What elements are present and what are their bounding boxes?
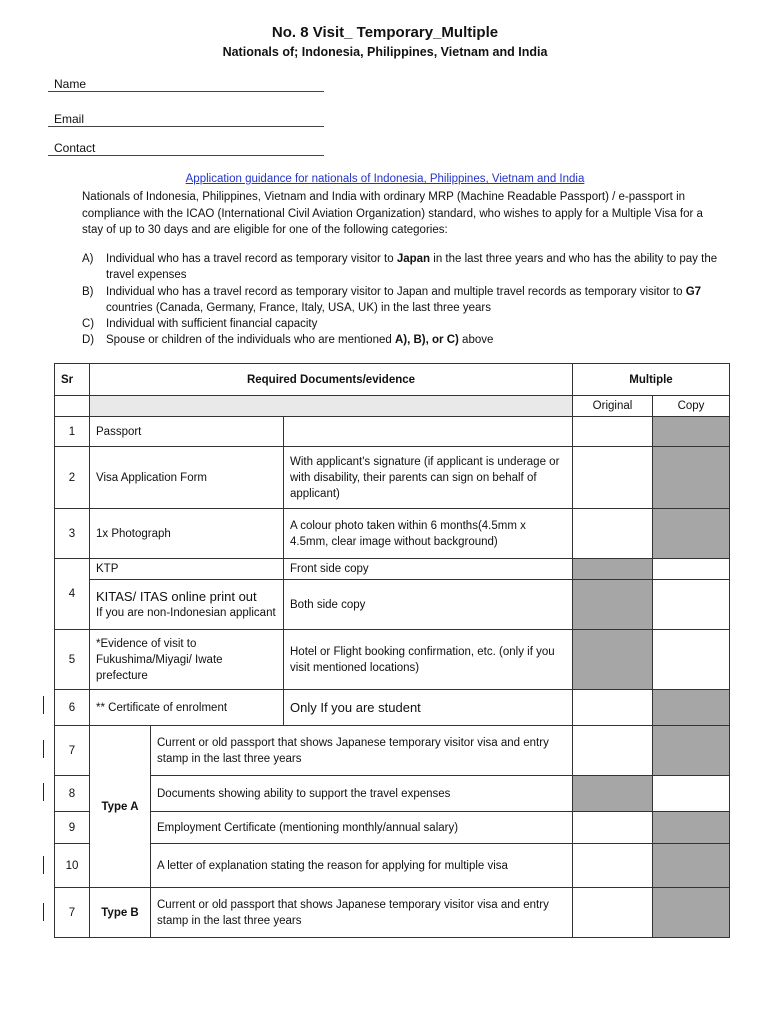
copy-cell [653, 726, 730, 776]
header-documents: Required Documents/evidence [90, 364, 573, 396]
note-cell: Front side copy [284, 559, 573, 580]
original-cell[interactable] [573, 509, 653, 559]
category-list [82, 251, 722, 349]
copy-cell [653, 844, 730, 888]
table-row [55, 812, 730, 844]
document-cell: Passport [90, 417, 284, 447]
original-cell[interactable] [573, 844, 653, 888]
copy-cell [653, 888, 730, 938]
copy-cell [653, 417, 730, 447]
original-cell[interactable] [573, 888, 653, 938]
category-letter: B) [82, 285, 94, 298]
document-cell: A letter of explanation stating the reason for applying for multiple visa [151, 844, 573, 888]
copy-cell[interactable] [653, 559, 730, 580]
document-cell: ** Certificate of enrolment [90, 690, 284, 726]
row-number: 8 [55, 776, 90, 812]
note-cell: A colour photo taken within 6 months(4.5mm x 4.5mm, clear image without background) [284, 509, 573, 559]
header-multiple: Multiple [573, 364, 730, 396]
original-cell[interactable] [573, 812, 653, 844]
document-cell: *Evidence of visit to Fukushima/Miyagi/ Iwate prefecture [90, 630, 284, 690]
original-cell[interactable] [573, 690, 653, 726]
change-bar [43, 783, 44, 801]
header-copy: Copy [653, 396, 730, 417]
kitas-note: If you are non-Indonesian applicant [96, 606, 276, 619]
original-cell [573, 580, 653, 630]
document-subtitle: Nationals of; Indonesia, Philippines, Vietnam and India [222, 45, 548, 59]
table-row [55, 776, 730, 812]
type-b-label: Type B [90, 888, 151, 938]
change-bar [43, 696, 44, 714]
row-number: 9 [55, 812, 90, 844]
note-cell: Both side copy [284, 580, 573, 630]
type-a-label: Type A [90, 726, 151, 888]
table-row [55, 509, 730, 559]
documents-table [54, 363, 730, 938]
category-letter: C) [82, 318, 95, 331]
table-row [55, 559, 730, 580]
table-row [55, 726, 730, 776]
original-cell[interactable] [573, 417, 653, 447]
copy-cell [653, 509, 730, 559]
table-row [55, 447, 730, 509]
document-cell: Documents showing ability to support the travel expenses [151, 776, 573, 812]
table-row [55, 580, 730, 630]
row-number: 3 [55, 509, 90, 559]
table-row [55, 417, 730, 447]
category-item [82, 316, 722, 332]
document-cell: Current or old passport that shows Japanese temporary visitor visa and entry stamp in the last three years [151, 888, 573, 938]
copy-cell[interactable] [653, 580, 730, 630]
row-number: 7 [55, 726, 90, 776]
original-cell[interactable] [573, 726, 653, 776]
row-number: 7 [55, 888, 90, 938]
note-cell: With applicant's signature (if applicant is underage or with disability, their parents can sign on behalf of applicant) [284, 447, 573, 509]
copy-cell[interactable] [653, 776, 730, 812]
document-cell [90, 580, 284, 630]
original-cell [573, 776, 653, 812]
copy-cell [653, 690, 730, 726]
category-letter: A) [82, 253, 94, 265]
table-row [55, 844, 730, 888]
document-cell: 1x Photograph [90, 509, 284, 559]
row-number: 10 [55, 844, 90, 888]
email-field[interactable]: Email [48, 112, 324, 127]
row-number: 5 [55, 630, 90, 690]
table-row [55, 690, 730, 726]
document-cell: Current or old passport that shows Japanese temporary visitor visa and entry stamp in the last three years [151, 726, 573, 776]
copy-cell [653, 447, 730, 509]
row-number: 6 [55, 690, 90, 726]
change-bar [43, 740, 44, 758]
category-text: Spouse or children of the individuals who are mentioned A), B), or C) above [106, 334, 494, 347]
category-text: Individual with sufficient financial capacity [106, 318, 318, 331]
category-item [82, 251, 722, 284]
original-cell [573, 630, 653, 690]
category-text: Individual who has a travel record as temporary visitor to Japan in the last three years and who has the ability to pay the travel expenses [106, 253, 718, 282]
change-bar [43, 856, 44, 874]
original-cell [573, 559, 653, 580]
row-number: 1 [55, 417, 90, 447]
table-row [55, 630, 730, 690]
kitas-label: KITAS/ ITAS online print out [96, 588, 257, 604]
table-header-row [55, 364, 730, 396]
intro-paragraph: Nationals of Indonesia, Philippines, Vietnam and India with ordinary MRP (Machine Readable Passport) / e-passport in compliance with the ICAO (International Civil Aviation Organization) standard, who wishes to apply for a Multiple Visa for a stay of up to 30 days and are eligible for one of the following categories: [82, 191, 703, 236]
document-cell: KTP [90, 559, 284, 580]
note-cell: Hotel or Flight booking confirmation, etc. (only if you visit mentioned locations) [284, 630, 573, 690]
change-bar [43, 903, 44, 921]
row-number: 4 [55, 559, 90, 630]
note-cell: Only If you are student [284, 690, 573, 726]
document-cell: Visa Application Form [90, 447, 284, 509]
category-letter: D) [82, 334, 95, 347]
copy-cell[interactable] [653, 630, 730, 690]
category-item [82, 332, 722, 348]
document-cell: Employment Certificate (mentioning monthly/annual salary) [151, 812, 573, 844]
header-sr: Sr [55, 364, 90, 396]
name-field[interactable]: Name [48, 77, 324, 92]
document-title: No. 8 Visit_ Temporary_Multiple [271, 24, 499, 41]
guidance-link[interactable]: Application guidance for nationals of Indonesia, Philippines, Vietnam and India [185, 173, 585, 185]
original-cell[interactable] [573, 447, 653, 509]
row-number: 2 [55, 447, 90, 509]
contact-field[interactable]: Contact [48, 141, 324, 156]
category-item [82, 284, 722, 317]
table-subheader-row [55, 396, 730, 417]
table-row [55, 888, 730, 938]
header-original: Original [573, 396, 653, 417]
copy-cell [653, 812, 730, 844]
category-text: Individual who has a travel record as temporary visitor to Japan and multiple travel records as temporary visitor to G7 countries (Canada, Germany, France, Italy, USA, UK) in the last three years [106, 285, 702, 314]
